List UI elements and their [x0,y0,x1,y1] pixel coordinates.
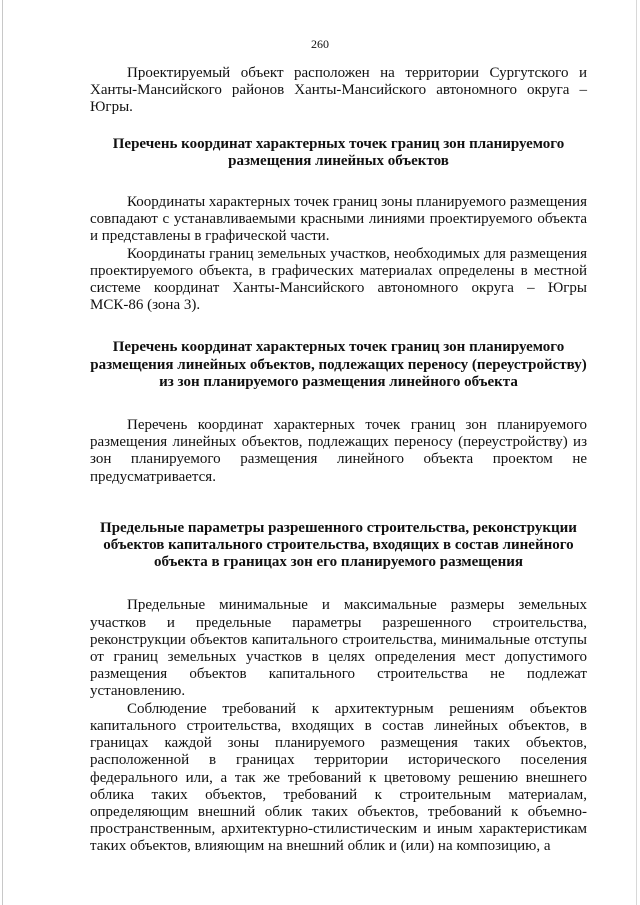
paragraph-relocation-not-planned: Перечень координат характерных точек границ зон планируемого размещения линейных объектов, подлежащих переносу (переустройству) из зон планируемого размещения линейного объекта проектом не предусматривается. [90,417,587,485]
paragraph-coordinates-red-lines: Координаты характерных точек границ зоны планируемого размещения совпадают с устанавливаемыми красными линиями проектируемого объекта и представлены в графической части. [90,194,587,245]
page-number: 260 [311,37,329,51]
document-body [90,65,587,856]
page-edge-left [2,0,3,905]
heading-relocation-coordinates: Перечень координат характерных точек границ зон планируемого размещения линейных объектов, подлежащих переносу (переустройству) из зон планируемого размещения линейного объекта [90,339,587,390]
paragraph-limit-parameters: Предельные минимальные и максимальные размеры земельных участков и предельные параметры разрешенного строительства, реконструкции объектов капитального строительства, минимальные отступы от границ земельных участков в целях определения мест допустимого размещения объектов капитального строительства не подлежат установлению. [90,597,587,700]
heading-construction-parameters: Предельные параметры разрешенного строительства, реконструкции объектов капитального строительства, входящих в состав линейного объекта в границах зон его планируемого размещения [100,519,577,571]
paragraph-land-plot-coordinates: Координаты границ земельных участков, необходимых для размещения проектируемого объекта, в графических материалах определены в местной системе координат Ханты-Мансийского автономного округа – Югры МСК-86 (зона 3). [90,245,587,314]
intro-paragraph: Проектируемый объект расположен на территории Сургутского и Ханты-Мансийского районов Ханты-Мансийского автономного округа – Югры. [90,65,587,116]
heading-coordinates-zones: Перечень координат характерных точек границ зон планируемого размещения линейных объектов [112,135,565,169]
paragraph-architectural-requirements: Соблюдение требований к архитектурным решениям объектов капитального строительства, входящих в состав линейных объектов, в границах каждой зоны планируемого размещения таких объектов, расположенной в границах территории исторического поселения федерального или, а так же требований к цветовому решению внешнего облика таких объектов, требований к строительным материалам, определяющим внешний облик таких объектов, требований к объемно-пространственным, архитектурно-стилистическим и иным характеристикам таких объектов, влияющим на внешний облик и (или) на композицию, а [90,700,587,855]
page-edge-right [636,0,637,905]
